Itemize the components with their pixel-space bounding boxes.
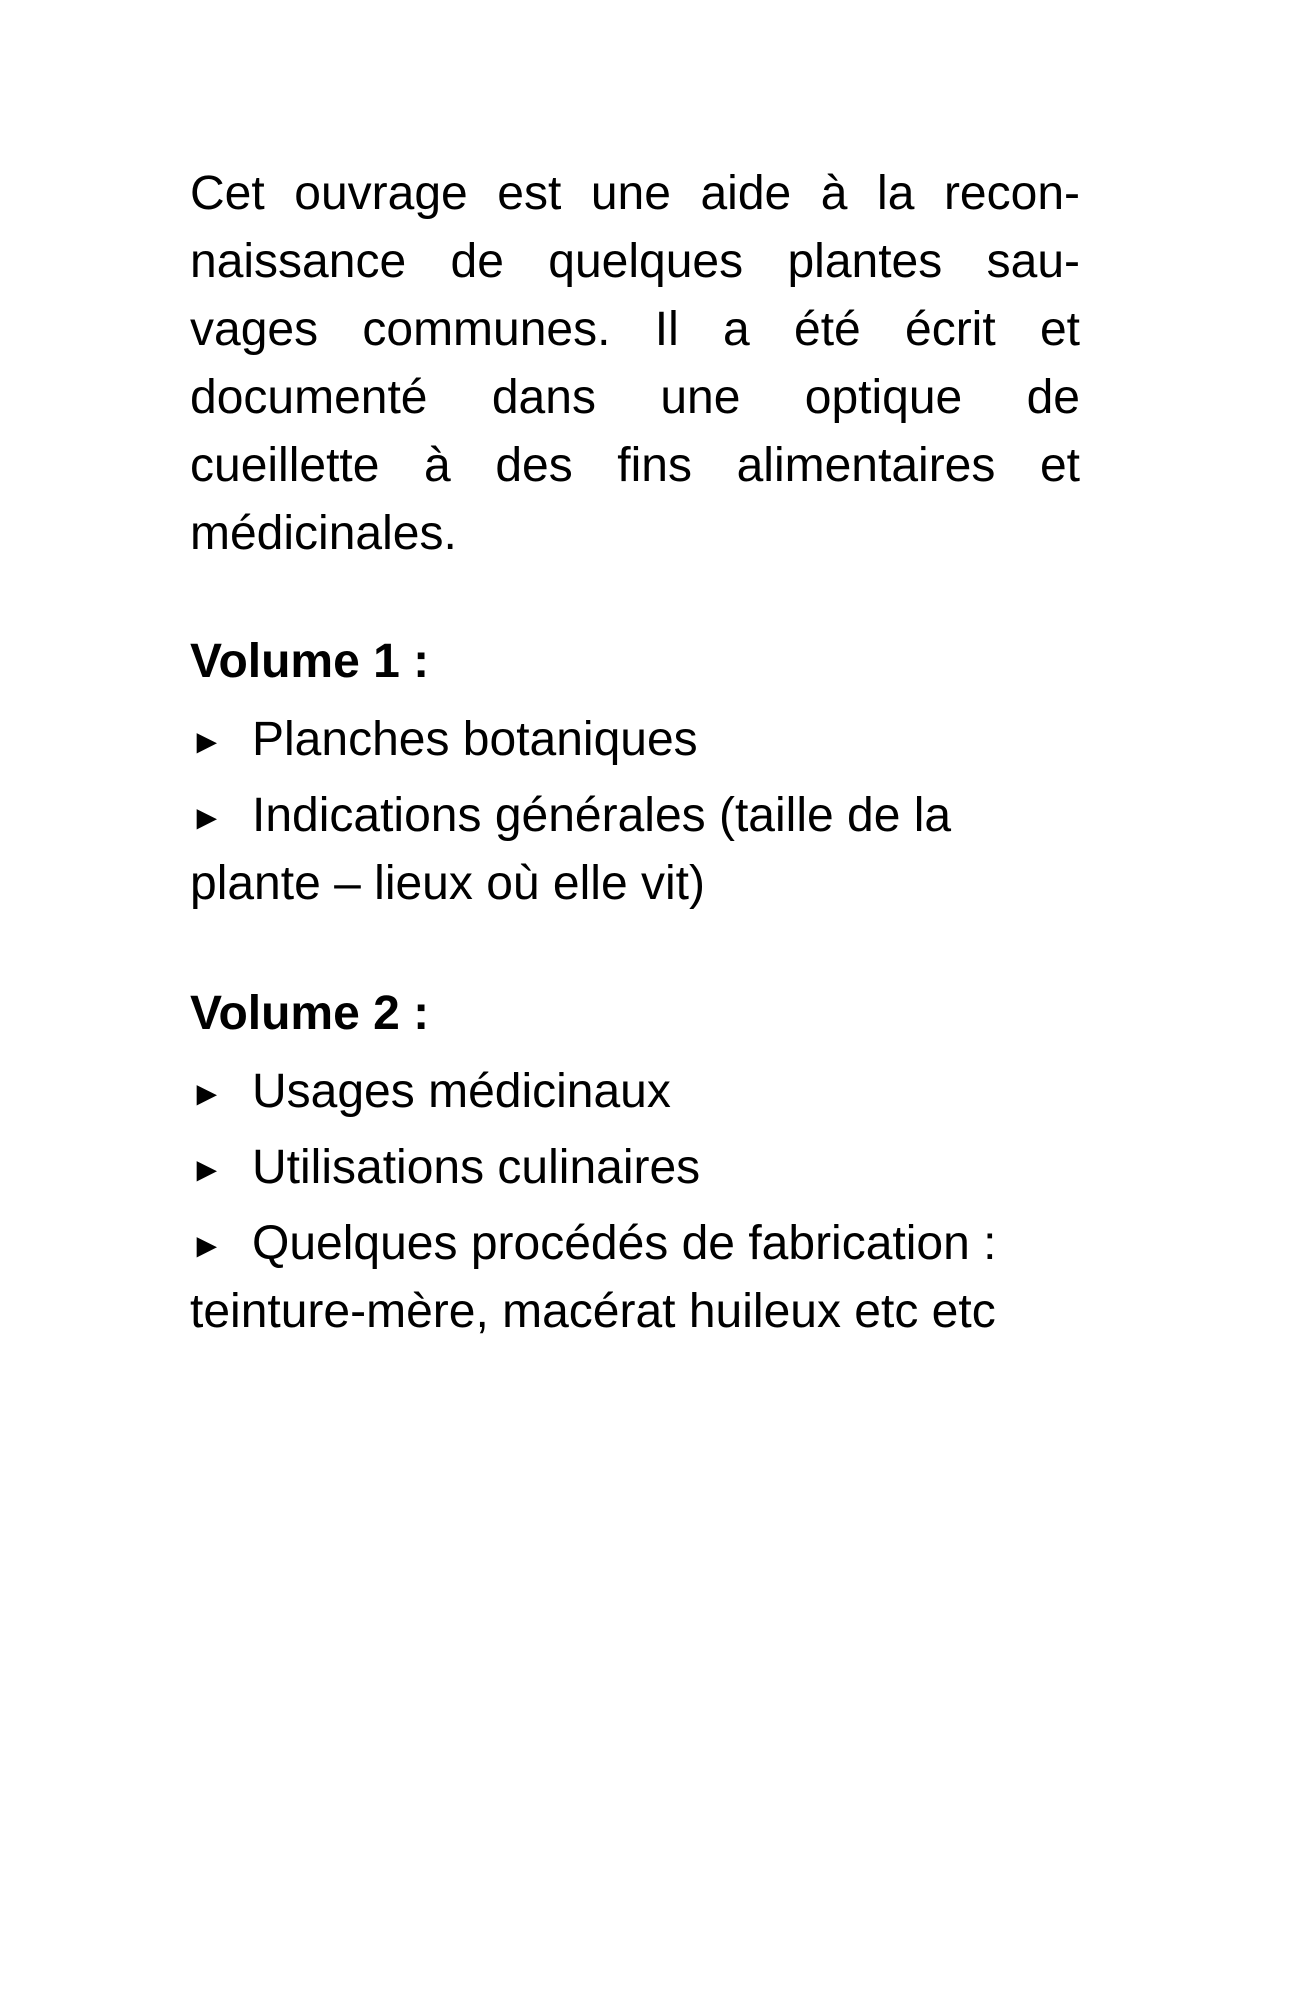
list-item-text: Indications générales (taille de la xyxy=(252,789,952,842)
volume-1-heading: Volume 1 : xyxy=(190,635,430,688)
volume-2-heading: Volume 2 : xyxy=(190,987,430,1040)
triangle-pointer-icon: ► xyxy=(190,1075,224,1113)
list-item xyxy=(190,706,1080,774)
volume-1-section xyxy=(190,630,1080,926)
volume-2-section xyxy=(190,982,1080,1354)
intro-line: Cet ouvrage est une aide à la recon- xyxy=(190,167,1080,220)
list-item xyxy=(190,782,1080,918)
triangle-pointer-icon: ► xyxy=(190,1227,224,1265)
intro-line: médicinales. xyxy=(190,507,457,560)
list-item-continuation: teinture-mère, macérat huileux etc etc xyxy=(190,1285,996,1338)
page-content xyxy=(190,160,1080,1338)
list-item xyxy=(190,1058,1080,1126)
list-item xyxy=(190,1134,1080,1202)
list-item-text: Quelques procédés de fabrication : xyxy=(252,1217,997,1270)
list-item-continuation: plante – lieux où elle vit) xyxy=(190,857,705,910)
triangle-pointer-icon: ► xyxy=(190,799,224,837)
triangle-pointer-icon: ► xyxy=(190,1151,224,1189)
intro-line: naissance de quelques plantes sau- xyxy=(190,235,1080,288)
intro-line: vages communes. Il a été écrit et xyxy=(190,303,1080,356)
list-item-text: Utilisations culinaires xyxy=(252,1141,701,1194)
list-item-text: Usages médicinaux xyxy=(252,1065,671,1118)
intro-line: cueillette à des fins alimentaires et xyxy=(190,439,1080,492)
volume-1-list xyxy=(190,706,1080,918)
list-item-text: Planches botaniques xyxy=(252,713,698,766)
intro-line: documenté dans une optique de xyxy=(190,371,1080,424)
list-item xyxy=(190,1210,1080,1346)
intro-paragraph xyxy=(190,160,1080,568)
triangle-pointer-icon: ► xyxy=(190,723,224,761)
volume-2-list xyxy=(190,1058,1080,1346)
